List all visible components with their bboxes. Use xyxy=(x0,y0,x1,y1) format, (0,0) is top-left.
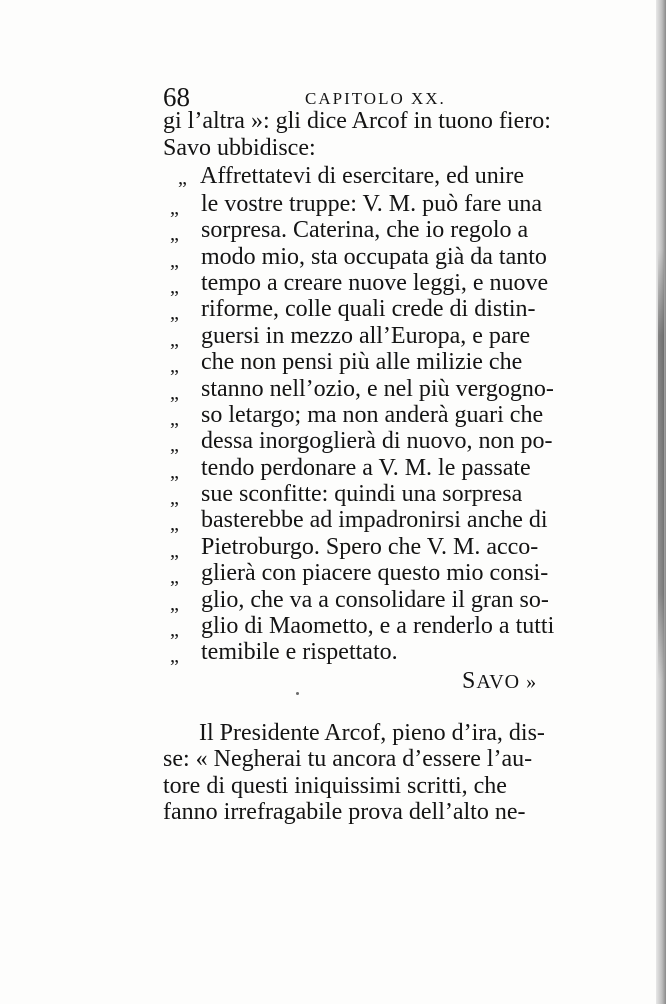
letter-line-text: le vostre truppe: V. M. può fare una xyxy=(201,191,543,217)
page-edge-shadow xyxy=(656,0,666,1004)
open-quote-mark: „ xyxy=(178,167,187,189)
letter-line-text: riforme, colle quali crede di distin- xyxy=(201,296,536,322)
letter-line-text: glio, che va a consolidare il gran so- xyxy=(201,587,549,613)
letter-signature xyxy=(462,668,537,695)
letter-line-text: Pietroburgo. Spero che V. M. acco- xyxy=(201,534,539,560)
letter-line-text: sue sconfitte: quindi una sorpresa xyxy=(201,481,523,507)
paragraph-first-line: Il Presidente Arcof, pieno d’ira, dis- xyxy=(199,720,545,746)
line-quote-mark: „ xyxy=(170,487,179,509)
letter-line xyxy=(170,270,549,298)
line-quote-mark: „ xyxy=(170,619,179,641)
printer-mark xyxy=(296,692,299,695)
line-quote-mark: „ xyxy=(170,382,179,404)
line-quote-mark: „ xyxy=(170,250,179,272)
paragraph-line: fanno irrefragabile prova dell’alto ne- xyxy=(163,799,526,825)
letter-line xyxy=(170,534,539,562)
line-quote-mark: „ xyxy=(170,197,179,219)
letter-line xyxy=(170,587,549,615)
intro-line: gi l’altra »: gli dice Arcof in tuono fiero: xyxy=(163,108,551,134)
letter-line-text: so letargo; ma non anderà guari che xyxy=(201,402,544,428)
line-quote-mark: „ xyxy=(170,461,179,483)
letter-line xyxy=(170,376,554,404)
letter-line-text: tempo a creare nuove leggi, e nuove xyxy=(201,270,549,296)
letter-line xyxy=(170,560,549,588)
letter-line xyxy=(170,481,523,509)
letter-line xyxy=(170,323,531,351)
signature-rest: AVO » xyxy=(476,671,538,693)
signature-initial: S xyxy=(462,668,477,694)
line-quote-mark: „ xyxy=(170,355,179,377)
letter-line-text: sorpresa. Caterina, che io regolo a xyxy=(201,217,529,243)
letter-line-text: basterebbe ad impadronirsi anche di xyxy=(201,507,548,533)
paragraph-line: tore di questi iniquissimi scritti, che xyxy=(163,773,507,799)
letter-first-line xyxy=(178,163,525,189)
line-quote-mark: „ xyxy=(170,540,179,562)
letter-line xyxy=(170,217,529,245)
letter-line-text: tendo perdonare a V. M. le passate xyxy=(201,455,531,481)
letter-line xyxy=(170,613,555,641)
line-quote-mark: „ xyxy=(170,276,179,298)
line-quote-mark: „ xyxy=(170,645,179,667)
line-quote-mark: „ xyxy=(170,593,179,615)
letter-line-text: modo mio, sta occupata già da tanto xyxy=(201,244,547,270)
line-quote-mark: „ xyxy=(170,302,179,324)
letter-line xyxy=(170,296,536,324)
line-quote-mark: „ xyxy=(170,408,179,430)
line-quote-mark: „ xyxy=(170,223,179,245)
letter-line-text: glierà con piacere questo mio consi- xyxy=(201,560,549,586)
line-quote-mark: „ xyxy=(170,329,179,351)
letter-line xyxy=(170,402,544,430)
letter-line xyxy=(170,349,523,377)
chapter-title: CAPITOLO XX. xyxy=(305,89,446,108)
letter-line xyxy=(170,507,548,535)
letter-line xyxy=(170,244,547,272)
page-number: 68 xyxy=(163,82,190,112)
letter-line-text: Affrettatevi di esercitare, ed unire xyxy=(200,163,525,189)
letter-line xyxy=(170,191,543,219)
letter-line-text: che non pensi più alle milizie che xyxy=(201,349,523,375)
letter-line xyxy=(170,428,553,456)
intro-line: Savo ubbidisce: xyxy=(163,135,316,161)
letter-line xyxy=(170,639,398,667)
line-quote-mark: „ xyxy=(170,434,179,456)
letter-line-text: dessa inorgoglierà di nuovo, non po- xyxy=(201,428,553,454)
letter-line-text: temibile e rispettato. xyxy=(201,639,398,665)
paragraph-line: se: « Negherai tu ancora d’essere l’au- xyxy=(163,746,533,772)
letter-line xyxy=(170,455,531,483)
letter-line-text: glio di Maometto, e a renderlo a tutti xyxy=(201,613,555,639)
adjacent-page-bleed xyxy=(658,250,664,680)
letter-line-text: stanno nell’ozio, e nel più vergogno- xyxy=(201,376,554,402)
line-quote-mark: „ xyxy=(170,566,179,588)
line-quote-mark: „ xyxy=(170,513,179,535)
letter-line-text: guersi in mezzo all’Europa, e pare xyxy=(201,323,531,349)
